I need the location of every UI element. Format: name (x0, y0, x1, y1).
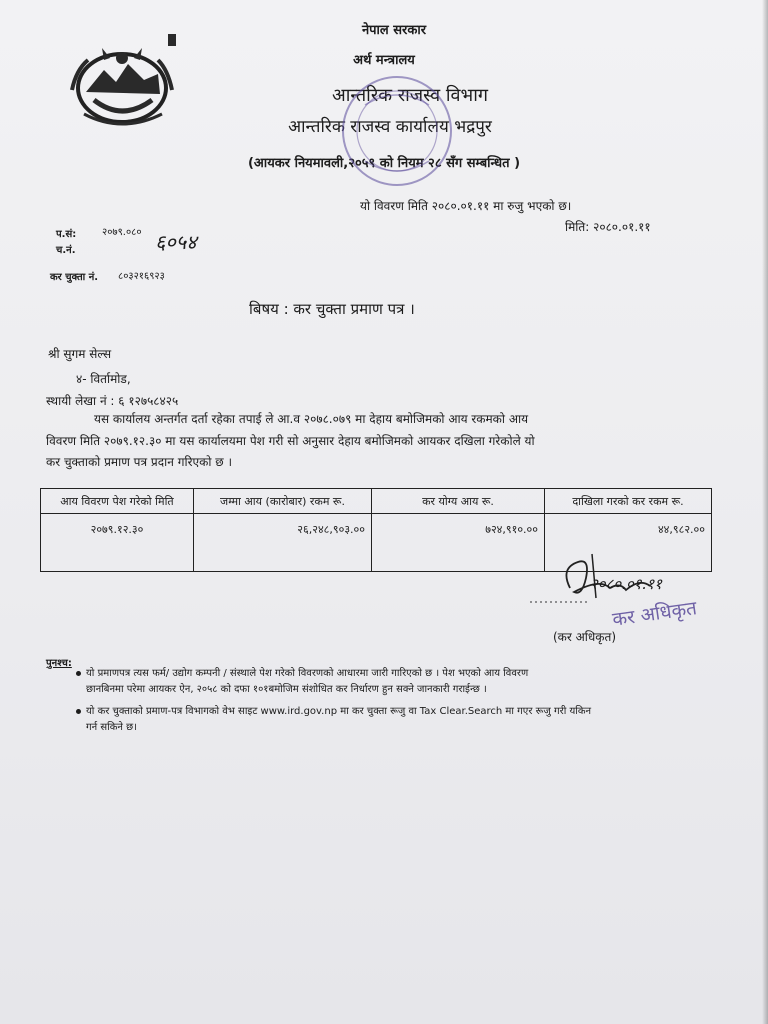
cell-submission-date: २०७९.१२.३० (41, 514, 194, 572)
header-ministry: अर्थ मन्त्रालय (353, 53, 415, 68)
subject-line: बिषय : कर चुक्ता प्रमाण पत्र । (249, 300, 415, 318)
note-2-line-2: गर्न सकिने छ। (86, 722, 137, 733)
office-stamp-icon (335, 65, 455, 195)
body-line-3: कर चुक्ताको प्रमाण पत्र प्रदान गरिएको छ । (46, 455, 233, 469)
pan-number: स्थायी लेखा नं : ६ १२७५८४२५ (46, 394, 179, 408)
header-office: आन्तरिक राजस्व कार्यालय भद्रपुर (288, 117, 492, 137)
header-total-income: जम्मा आय (कारोबार) रकम रू. (194, 489, 372, 514)
table-header-row (41, 489, 712, 514)
verification-text: यो विवरण मिति २०८०.०१.११ मा रुजु भएको छ। (360, 199, 572, 213)
note-1-line-2: छानबिनमा परेमा आयकर ऐन, २०५८ को दफा १०१बमोजिम संशोधित कर निर्धारण हुन सक्ने जानकारी गराईन्छ । (86, 684, 487, 695)
cell-total-income: २६,२४८,९०३.०० (194, 514, 372, 572)
note-1-line-1: यो प्रमाणपत्र त्यस फर्म/ उद्योग कम्पनी / संस्थाले पेश गरेको विवरणको आधारमा जारी गारिएको छ । पेश भएको आय विवरण (86, 668, 529, 679)
cn-label: च.नं. (56, 245, 76, 256)
header-taxable-income: कर योग्य आय रू. (372, 489, 545, 514)
signature-date: २०८०.०१.११ (590, 575, 662, 593)
ps-value: २०७९.०८० (102, 227, 142, 238)
notes-title: पुनश्च: (46, 658, 72, 669)
ps-label: प.सं: (56, 229, 77, 240)
certificate-label: कर चुक्ता नं. (50, 272, 99, 283)
cn-value-handwritten: ६०५४ (155, 230, 197, 254)
note-1 (76, 666, 528, 698)
header-government: नेपाल सरकार (361, 23, 427, 38)
bullet-icon (76, 671, 81, 676)
officer-label: (कर अधिकृत) (553, 630, 617, 644)
addressee-name: श्री सुगम सेल्स (48, 347, 112, 361)
header-tax-paid: दाखिला गरको कर रकम रू. (545, 489, 712, 514)
header-submission-date: आय विवरण पेश गरेको मिति (41, 489, 194, 514)
page-edge-shadow (762, 0, 768, 1024)
note-2-line-1: यो कर चुक्ताको प्रमाण-पत्र विभागको वेभ साइट www.ird.gov.np मा कर चुक्ता रूजु वा Tax Clear.Search मा गएर रूजु गरी यकिन (86, 706, 592, 717)
header-department: आन्तरिक राजस्व विभाग (331, 85, 488, 106)
bullet-icon (76, 709, 81, 714)
cell-taxable-income: ७२४,९१०.०० (372, 514, 545, 572)
addressee-address: ४- विर्तामोड, (76, 372, 131, 386)
certificate-value: ८०३२१६९२३ (118, 271, 165, 282)
body-line-1: यस कार्यालय अन्तर्गत दर्ता रहेका तपाई ले आ.व २०७८.०७९ मा देहाय बमोजिमको आय रकमको आय (94, 412, 529, 426)
officer-stamp: कर अधिकृत (611, 597, 699, 631)
header-rule-reference: (आयकर नियमावली,२०५९ को नियम २८ सँग सम्बन्धित ) (247, 156, 521, 171)
body-line-2: विवरण मिति २०७९.१२.३० मा यस कार्यालयमा पेश गरी सो अनुसार देहाय बमोजिमको आयकर दखिला गरेकोले यो (46, 434, 535, 448)
issue-date: मिति: २०८०.०१.११ (565, 220, 651, 234)
cell-tax-paid: ४४,९८२.०० (545, 514, 712, 572)
note-2 (76, 704, 591, 736)
